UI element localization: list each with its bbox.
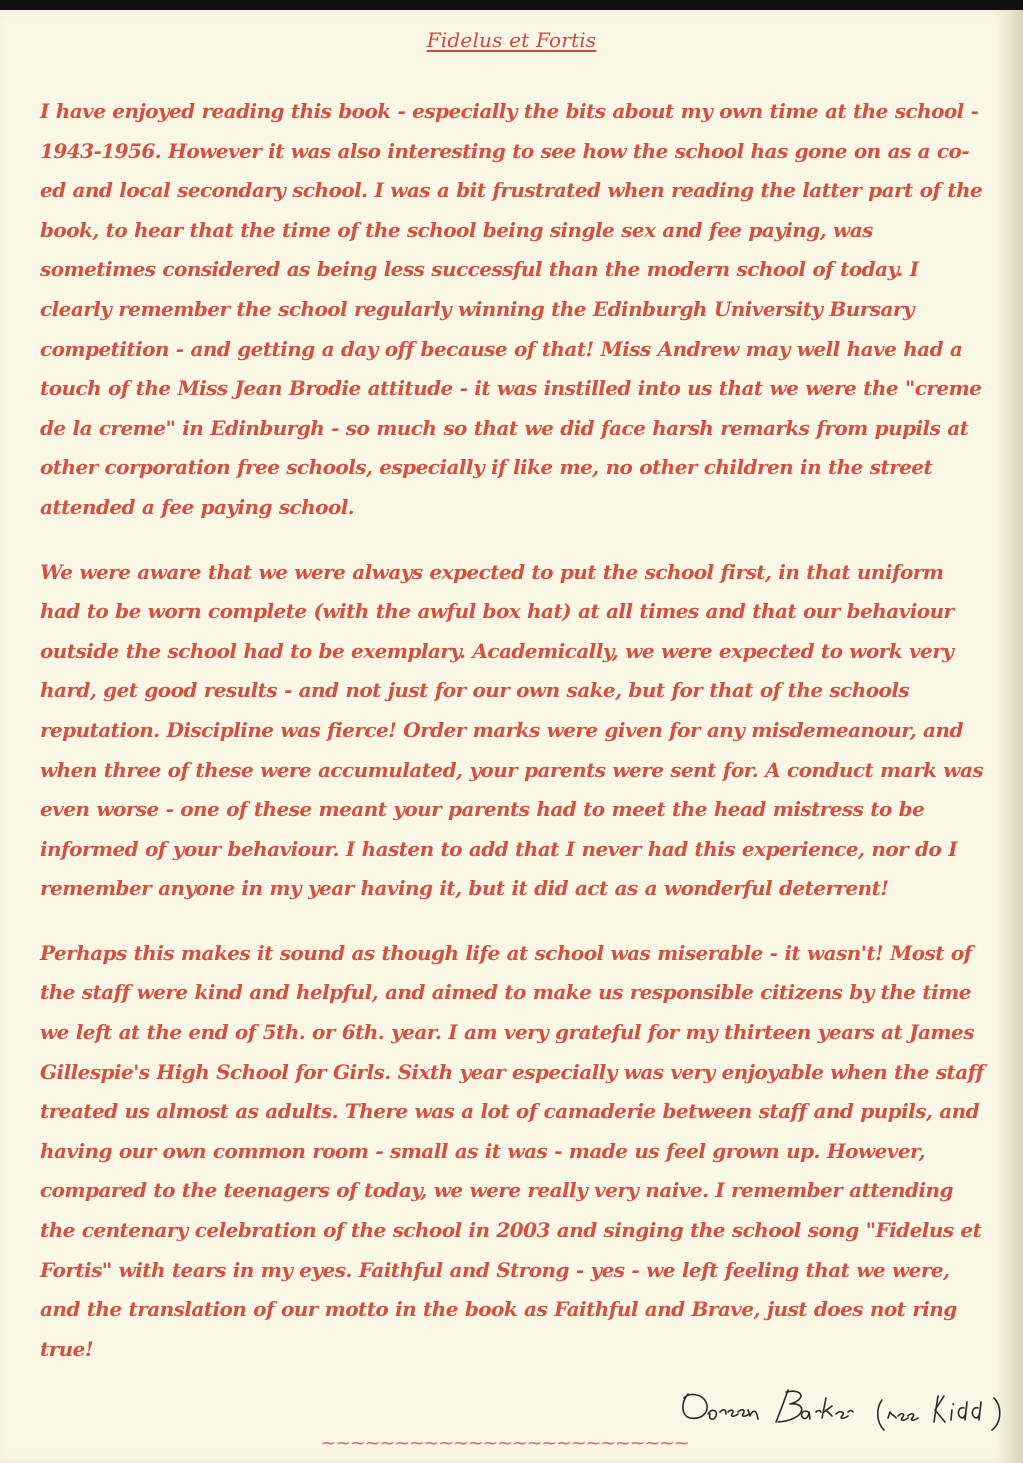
handwritten-signature xyxy=(676,1382,1016,1442)
paragraph-3: Perhaps this makes it sound as though life at school was miserable - it wasn't! Most of the staff were kind and helpful, and aimed to make us responsible citizens by the time we left at the end of 5th. or 6th. year. I am very grateful for my thirteen years at James Gillespie's High School for Girls. Sixth year especially was very enjoyable when the staff treated us almost as adults. There was a lot of camaderie between staff and pupils, and having our own common room - small as it was - made us feel grown up. However, compared to the teenagers of today, we were really very naive. I remember attending the centenary celebration of the school in 2003 and singing the school song "Fidelus et Fortis" with tears in my eyes. Faithful and Strong - yes - we left feeling that we were, and the translation of our motto in the book as Faithful and Brave, just does not ring true! xyxy=(40,940,984,1361)
tilde-divider: ~~~~~~~~~~~~~~~~~~~~~~~~~ xyxy=(320,1432,689,1454)
letter-body xyxy=(40,92,990,1369)
paragraph-1: I have enjoyed reading this book - especially the bits about my own time at the school - 1943-1956. However it was also interesting to see how the school has gone on as a co-ed and local secondary school. I was a bit frustrated when reading the latter part of the book, to hear that the time of the school being single sex and fee paying, was sometimes considered as being less successful than the modern school of today. I clearly remember the school regularly winning the Edinburgh University Bursary competition - and getting a day off because of that! Miss Andrew may well have had a touch of the Miss Jean Brodie attitude - it was instilled into us that we were the "creme de la creme" in Edinburgh - so much so that we did face harsh remarks from pupils at other corporation free schools, especially if like me, no other children in the street attended a fee paying school. xyxy=(40,99,983,519)
page-right-edge xyxy=(1009,10,1023,1463)
document-title: Fidelus et Fortis xyxy=(426,28,597,52)
paragraph-2: We were aware that we were always expected to put the school first, in that uniform had to be worn complete (with the awful box hat) at all times and that our behaviour outside the school had to be exemplary. Academically, we were expected to work very hard, get good results - and not just for our own sake, but for that of the schools reputation. Discipline was fierce! Order marks were given for any misdemeanour, and when three of these were accumulated, your parents were sent for. A conduct mark was even worse - one of these meant your parents had to meet the head mistress to be informed of your behaviour. I hasten to add that I never had this experience, nor do I remember anyone in my year having it, but it did act as a wonderful deterrent! xyxy=(40,559,984,901)
